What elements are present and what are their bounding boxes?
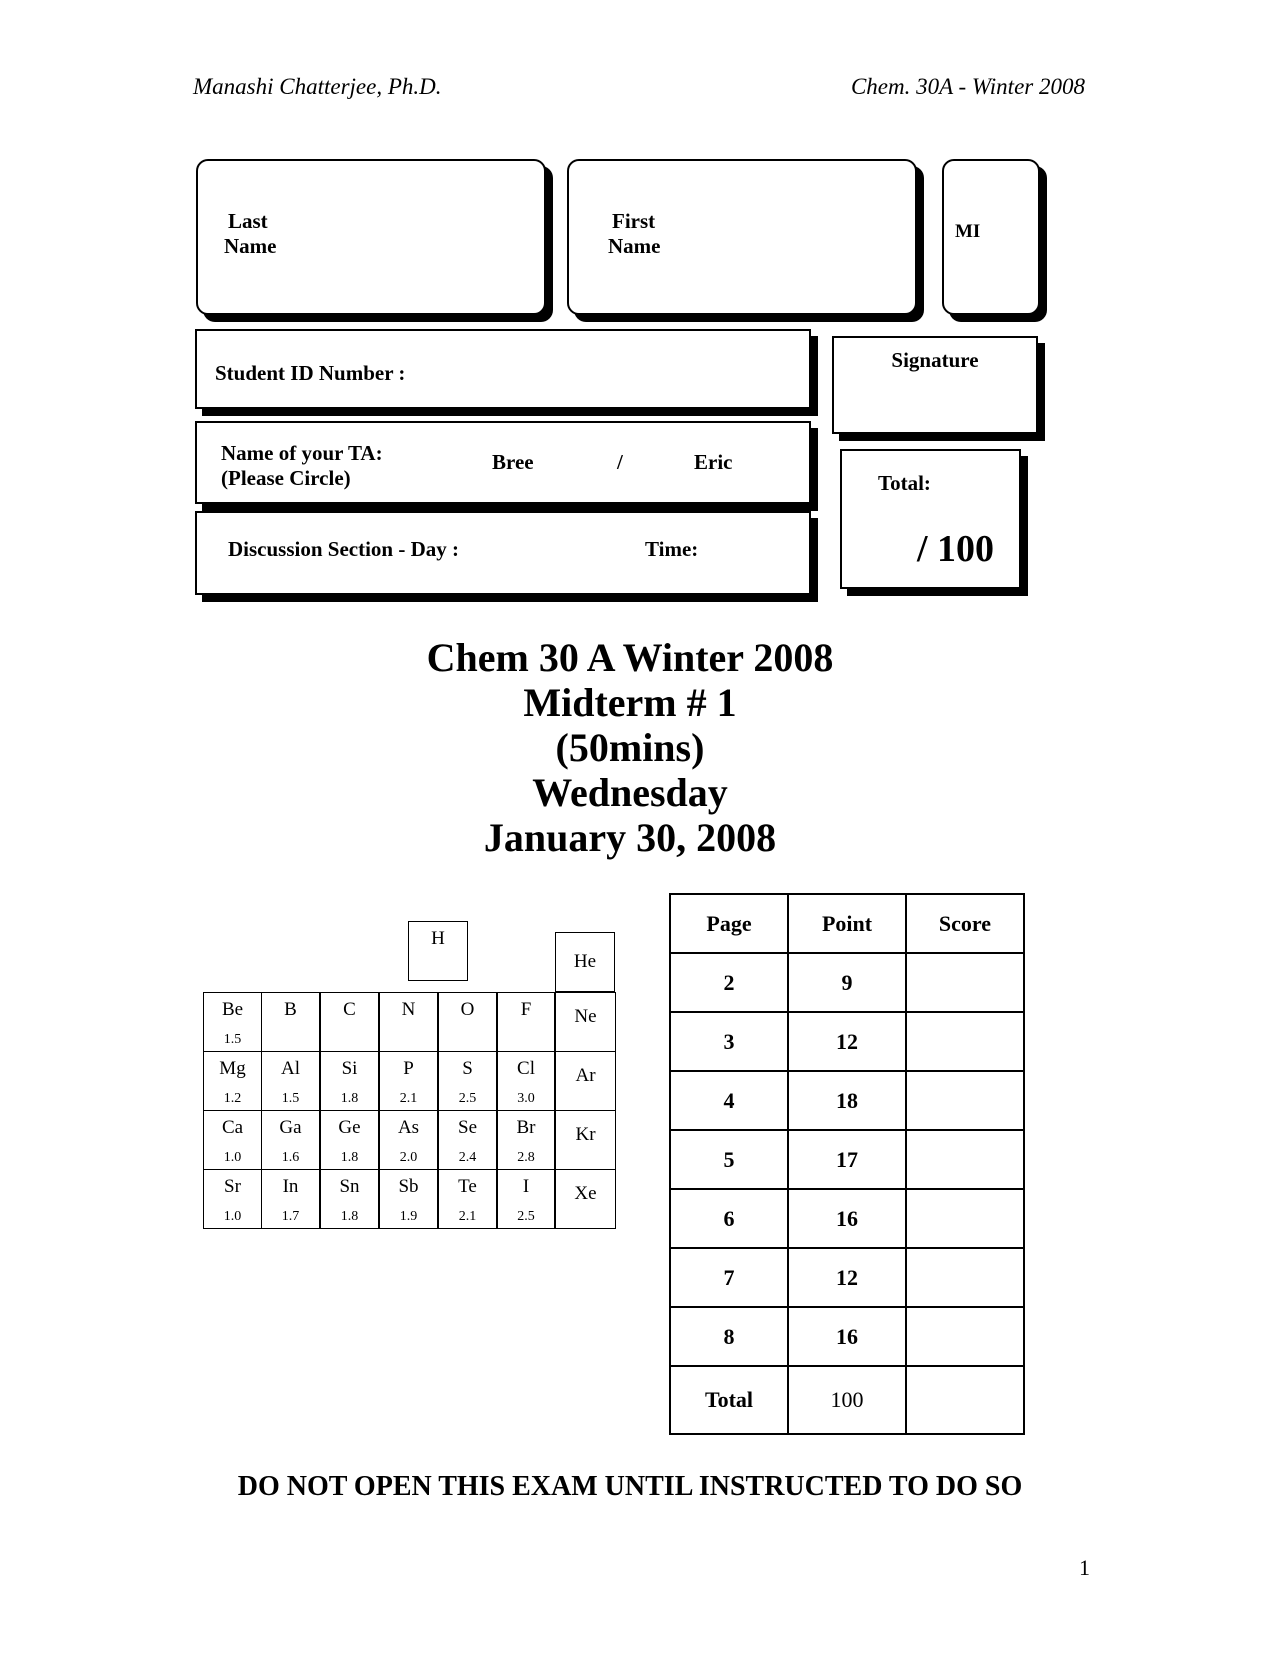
total-row-label: Total	[670, 1366, 788, 1434]
element-cell-n	[379, 992, 438, 1052]
element-symbol: Si	[341, 1058, 358, 1079]
element-symbol: Be	[221, 999, 244, 1020]
element-cell-ca	[203, 1110, 262, 1170]
page-cell: 2	[670, 953, 788, 1012]
element-symbol: Cl	[517, 1058, 535, 1079]
point-cell: 16	[788, 1307, 906, 1366]
element-symbol: Te	[458, 1176, 477, 1197]
electronegativity-value: 1.7	[281, 1209, 300, 1224]
score-cell[interactable]	[906, 1130, 1024, 1189]
electronegativity-value: 1.8	[340, 1091, 359, 1106]
electronegativity-value: 1.0	[223, 1209, 242, 1224]
score-cell[interactable]	[906, 1012, 1024, 1071]
title-weekday: Wednesday	[532, 770, 728, 815]
page-cell: 6	[670, 1189, 788, 1248]
element-cell-be	[203, 992, 262, 1052]
header-point: Point	[788, 894, 906, 953]
point-cell: 9	[788, 953, 906, 1012]
electronegativity-value: 1.9	[399, 1209, 418, 1224]
element-symbol: C	[343, 999, 356, 1020]
ta-label: Name of your TA:	[221, 441, 383, 465]
total-row	[670, 1366, 1024, 1434]
exam-title	[0, 635, 1260, 860]
table-row	[670, 1189, 1024, 1248]
electronegativity-value: 2.1	[458, 1209, 477, 1224]
table-row	[670, 953, 1024, 1012]
total-row-score[interactable]	[906, 1366, 1024, 1434]
point-cell: 17	[788, 1130, 906, 1189]
table-row	[670, 1071, 1024, 1130]
element-symbol: Ge	[338, 1117, 361, 1138]
electronegativity-value: 1.5	[223, 1032, 242, 1047]
header-page: Page	[670, 894, 788, 953]
element-cell-h	[408, 921, 468, 981]
student-id-box[interactable]	[195, 329, 811, 409]
course-header: Chem. 30A - Winter 2008	[850, 74, 1085, 99]
ta-option-eric[interactable]: Eric	[694, 450, 733, 474]
exam-notice: DO NOT OPEN THIS EXAM UNTIL INSTRUCTED TO DO SO	[237, 1471, 1023, 1502]
element-cell-i	[497, 1169, 555, 1229]
ta-box	[195, 421, 811, 504]
element-cell-sn	[320, 1169, 379, 1229]
element-cell-f	[497, 992, 555, 1052]
element-cell-xe	[555, 1169, 616, 1229]
table-row	[670, 1307, 1024, 1366]
author-header: Manashi Chatterjee, Ph.D.	[193, 74, 442, 99]
element-cell-as	[379, 1110, 438, 1170]
element-symbol: B	[284, 999, 297, 1020]
element-symbol: In	[282, 1176, 299, 1197]
student-id-label: Student ID Number :	[215, 361, 406, 385]
total-score-box	[840, 449, 1021, 589]
first-name-label-2: Name	[608, 234, 661, 259]
page-cell: 5	[670, 1130, 788, 1189]
element-cell-ge	[320, 1110, 379, 1170]
element-symbol: Ca	[221, 1117, 244, 1138]
page-number: 1	[1079, 1555, 1090, 1580]
element-symbol: Se	[458, 1117, 477, 1138]
total-row-points: 100	[788, 1366, 906, 1434]
header-score: Score	[906, 894, 1024, 953]
element-symbol: Br	[516, 1117, 536, 1138]
element-symbol: Ar	[575, 1065, 596, 1086]
electronegativity-value: 1.2	[223, 1091, 242, 1106]
element-cell-cl	[497, 1051, 555, 1111]
element-symbol: Kr	[575, 1124, 596, 1145]
element-symbol: H	[431, 928, 445, 949]
element-symbol: Sn	[339, 1176, 360, 1197]
table-row	[670, 1130, 1024, 1189]
element-symbol: Mg	[219, 1058, 246, 1079]
discussion-section-box[interactable]	[195, 511, 811, 595]
element-cell-ar	[555, 1051, 616, 1111]
electronegativity-value: 2.1	[399, 1091, 418, 1106]
electronegativity-value: 2.5	[517, 1209, 535, 1224]
element-cell-sr	[203, 1169, 262, 1229]
table-row	[670, 1012, 1024, 1071]
element-symbol: Ga	[279, 1117, 302, 1138]
middle-initial-box[interactable]	[942, 159, 1040, 315]
electronegativity-value: 1.6	[281, 1150, 300, 1165]
element-symbol: As	[397, 1117, 420, 1138]
electronegativity-value: 2.5	[458, 1091, 477, 1106]
element-cell-se	[438, 1110, 497, 1170]
page-cell: 8	[670, 1307, 788, 1366]
element-symbol: Al	[281, 1058, 300, 1079]
element-cell-ga	[261, 1110, 320, 1170]
element-cell-p	[379, 1051, 438, 1111]
element-cell-sb	[379, 1169, 438, 1229]
first-name-box[interactable]	[567, 159, 917, 315]
title-date: January 30, 2008	[483, 815, 777, 860]
ta-separator: /	[617, 450, 623, 474]
ta-instruction: (Please Circle)	[221, 466, 351, 491]
last-name-label-2: Name	[224, 234, 277, 259]
electronegativity-value: 2.0	[399, 1150, 418, 1165]
element-symbol: S	[462, 1058, 473, 1079]
element-symbol: Ne	[574, 1006, 597, 1027]
element-cell-s	[438, 1051, 497, 1111]
title-duration: (50mins)	[555, 725, 705, 770]
element-cell-kr	[555, 1110, 616, 1170]
element-symbol: F	[520, 999, 532, 1020]
element-symbol: O	[460, 999, 475, 1020]
last-name-box[interactable]	[196, 159, 546, 315]
page-cell: 3	[670, 1012, 788, 1071]
element-symbol: N	[401, 999, 416, 1020]
page-cell: 7	[670, 1248, 788, 1307]
point-cell: 12	[788, 1012, 906, 1071]
element-symbol: Xe	[574, 1183, 597, 1204]
point-cell: 18	[788, 1071, 906, 1130]
electronegativity-value: 2.4	[458, 1150, 477, 1165]
ta-option-bree[interactable]: Bree	[492, 450, 534, 474]
electronegativity-value: 1.8	[340, 1209, 359, 1224]
element-cell-te	[438, 1169, 497, 1229]
page-cell: 4	[670, 1071, 788, 1130]
element-cell-b	[261, 992, 320, 1052]
score-cell[interactable]	[906, 1071, 1024, 1130]
total-label: Total:	[878, 471, 931, 495]
element-cell-o	[438, 992, 497, 1052]
electronegativity-value: 1.5	[281, 1091, 300, 1106]
title-exam: Midterm # 1	[523, 680, 737, 725]
element-cell-si	[320, 1051, 379, 1111]
signature-label: Signature	[891, 348, 979, 372]
element-cell-in	[261, 1169, 320, 1229]
element-cell-br	[497, 1110, 555, 1170]
title-course: Chem 30 A Winter 2008	[426, 635, 834, 680]
first-name-label: First	[612, 209, 656, 233]
score-table-header	[670, 894, 1024, 953]
point-cell: 12	[788, 1248, 906, 1307]
electronegativity-value: 3.0	[517, 1091, 535, 1106]
score-cell[interactable]	[906, 1307, 1024, 1366]
element-symbol: I	[522, 1176, 530, 1197]
last-name-label: Last	[228, 209, 268, 233]
element-cell-ne	[555, 992, 616, 1052]
element-cell-al	[261, 1051, 320, 1111]
element-cell-he	[555, 932, 615, 992]
element-cell-c	[320, 992, 379, 1052]
discussion-time-label: Time:	[645, 537, 699, 561]
element-symbol: P	[403, 1058, 414, 1079]
element-symbol: Sb	[398, 1176, 419, 1197]
score-cell[interactable]	[906, 1189, 1024, 1248]
electronegativity-value: 2.8	[517, 1150, 535, 1165]
mi-label: MI	[955, 221, 981, 242]
electronegativity-value: 1.0	[223, 1150, 242, 1165]
total-out-of: / 100	[917, 528, 995, 570]
discussion-day-label: Discussion Section - Day :	[228, 537, 460, 561]
signature-box[interactable]	[832, 336, 1038, 434]
score-cell[interactable]	[906, 1248, 1024, 1307]
table-row	[670, 1248, 1024, 1307]
score-cell[interactable]	[906, 953, 1024, 1012]
electronegativity-value: 1.8	[340, 1150, 359, 1165]
element-symbol: Sr	[224, 1176, 241, 1197]
score-table	[669, 893, 1025, 1435]
element-symbol: He	[573, 951, 597, 972]
point-cell: 16	[788, 1189, 906, 1248]
element-cell-mg	[203, 1051, 262, 1111]
